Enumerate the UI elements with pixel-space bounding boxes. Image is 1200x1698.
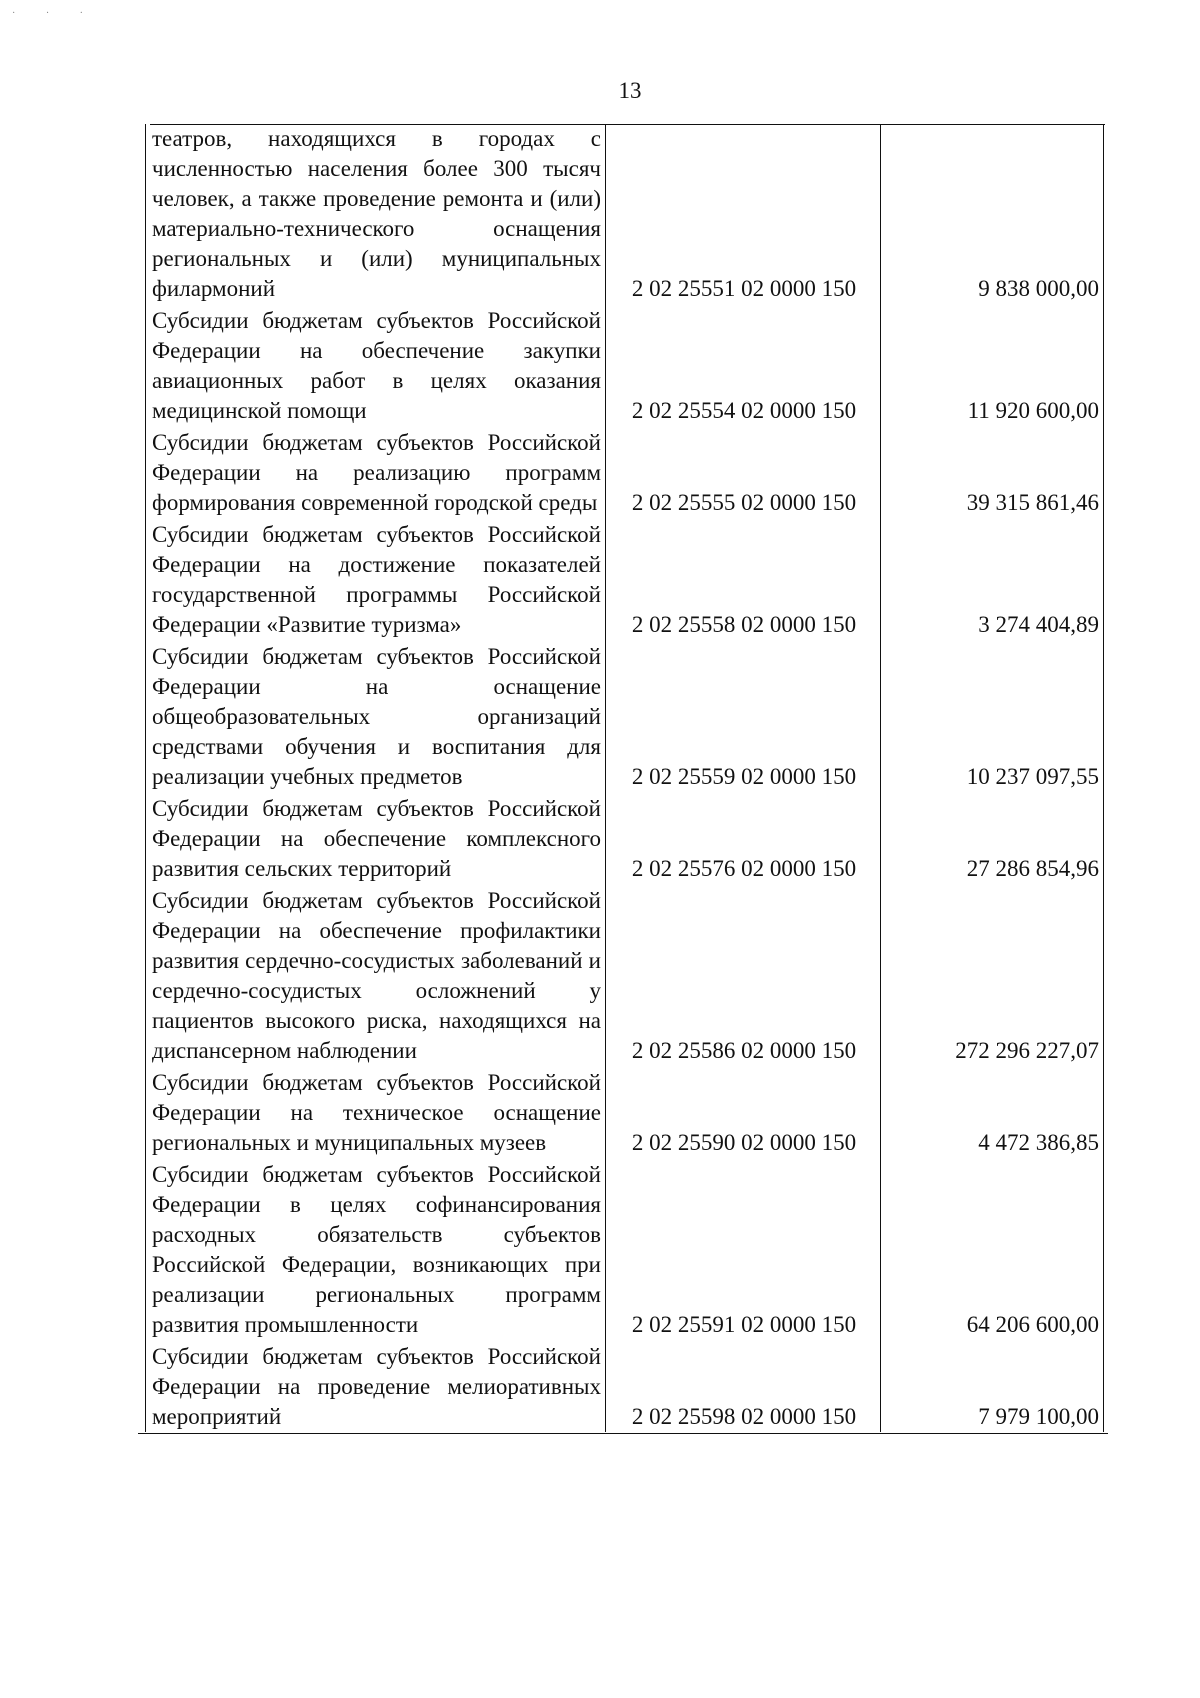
budget-code-cell: 2 02 25554 02 0000 150 xyxy=(606,304,881,426)
revenue-name-cell: театров, находящихся в городах с численностью населения более 300 тысяч человек, а также проведение ремонта и (или) материально-технического оснащения региональных и (или) муниципальных филармоний xyxy=(146,124,606,304)
table-row xyxy=(146,124,1104,304)
budget-code-cell: 2 02 25590 02 0000 150 xyxy=(606,1066,881,1158)
amount-cell: 272 296 227,07 xyxy=(881,884,1104,1066)
amount-cell: 7 979 100,00 xyxy=(881,1340,1104,1432)
revenue-name-cell: Субсидии бюджетам субъектов Российской Федерации в целях софинансирования расходных обязательств субъектов Российской Федерации, возникающих при реализации региональных программ развития промышленности xyxy=(146,1158,606,1340)
table-row xyxy=(146,1066,1104,1158)
budget-table-container xyxy=(145,124,1103,1432)
amount-cell: 11 920 600,00 xyxy=(881,304,1104,426)
revenue-name-cell: Субсидии бюджетам субъектов Российской Федерации на оснащение общеобразовательных организаций средствами обучения и воспитания для реализации учебных предметов xyxy=(146,640,606,792)
table-row xyxy=(146,1158,1104,1340)
table-row xyxy=(146,518,1104,640)
scan-artifact: · · · xyxy=(12,8,97,19)
table-row xyxy=(146,426,1104,518)
budget-code-cell: 2 02 25558 02 0000 150 xyxy=(606,518,881,640)
revenue-name-cell: Субсидии бюджетам субъектов Российской Федерации на проведение мелиоративных мероприятий xyxy=(146,1340,606,1432)
table-row xyxy=(146,884,1104,1066)
table-row xyxy=(146,640,1104,792)
amount-cell: 4 472 386,85 xyxy=(881,1066,1104,1158)
table-row xyxy=(146,304,1104,426)
amount-cell: 64 206 600,00 xyxy=(881,1158,1104,1340)
page-number: 13 xyxy=(618,78,642,103)
budget-table xyxy=(145,124,1104,1432)
budget-code-cell: 2 02 25559 02 0000 150 xyxy=(606,640,881,792)
amount-cell: 39 315 861,46 xyxy=(881,426,1104,518)
budget-code-cell: 2 02 25591 02 0000 150 xyxy=(606,1158,881,1340)
budget-code-cell: 2 02 25576 02 0000 150 xyxy=(606,792,881,884)
budget-code-cell: 2 02 25598 02 0000 150 xyxy=(606,1340,881,1432)
amount-cell: 10 237 097,55 xyxy=(881,640,1104,792)
amount-cell: 9 838 000,00 xyxy=(881,124,1104,304)
table-row xyxy=(146,1340,1104,1432)
revenue-name-cell: Субсидии бюджетам субъектов Российской Федерации на обеспечение профилактики развития сердечно-сосудистых заболеваний и сердечно-сосудистых осложнений у пациентов высокого риска, находящихся на диспансерном наблюдении xyxy=(146,884,606,1066)
amount-cell: 27 286 854,96 xyxy=(881,792,1104,884)
revenue-name-cell: Субсидии бюджетам субъектов Российской Федерации на достижение показателей государственной программы Российской Федерации «Развитие туризма» xyxy=(146,518,606,640)
budget-code-cell: 2 02 25586 02 0000 150 xyxy=(606,884,881,1066)
amount-cell: 3 274 404,89 xyxy=(881,518,1104,640)
revenue-name-cell: Субсидии бюджетам субъектов Российской Федерации на обеспечение комплексного развития сельских территорий xyxy=(146,792,606,884)
revenue-name-cell: Субсидии бюджетам субъектов Российской Федерации на техническое оснащение региональных и муниципальных музеев xyxy=(146,1066,606,1158)
budget-table-body xyxy=(146,124,1104,1432)
revenue-name-cell: Субсидии бюджетам субъектов Российской Федерации на реализацию программ формирования современной городской среды xyxy=(146,426,606,518)
budget-code-cell: 2 02 25551 02 0000 150 xyxy=(606,124,881,304)
table-bottom-border xyxy=(138,1433,1108,1434)
revenue-name-cell: Субсидии бюджетам субъектов Российской Федерации на обеспечение закупки авиационных работ в целях оказания медицинской помощи xyxy=(146,304,606,426)
budget-code-cell: 2 02 25555 02 0000 150 xyxy=(606,426,881,518)
table-row xyxy=(146,792,1104,884)
